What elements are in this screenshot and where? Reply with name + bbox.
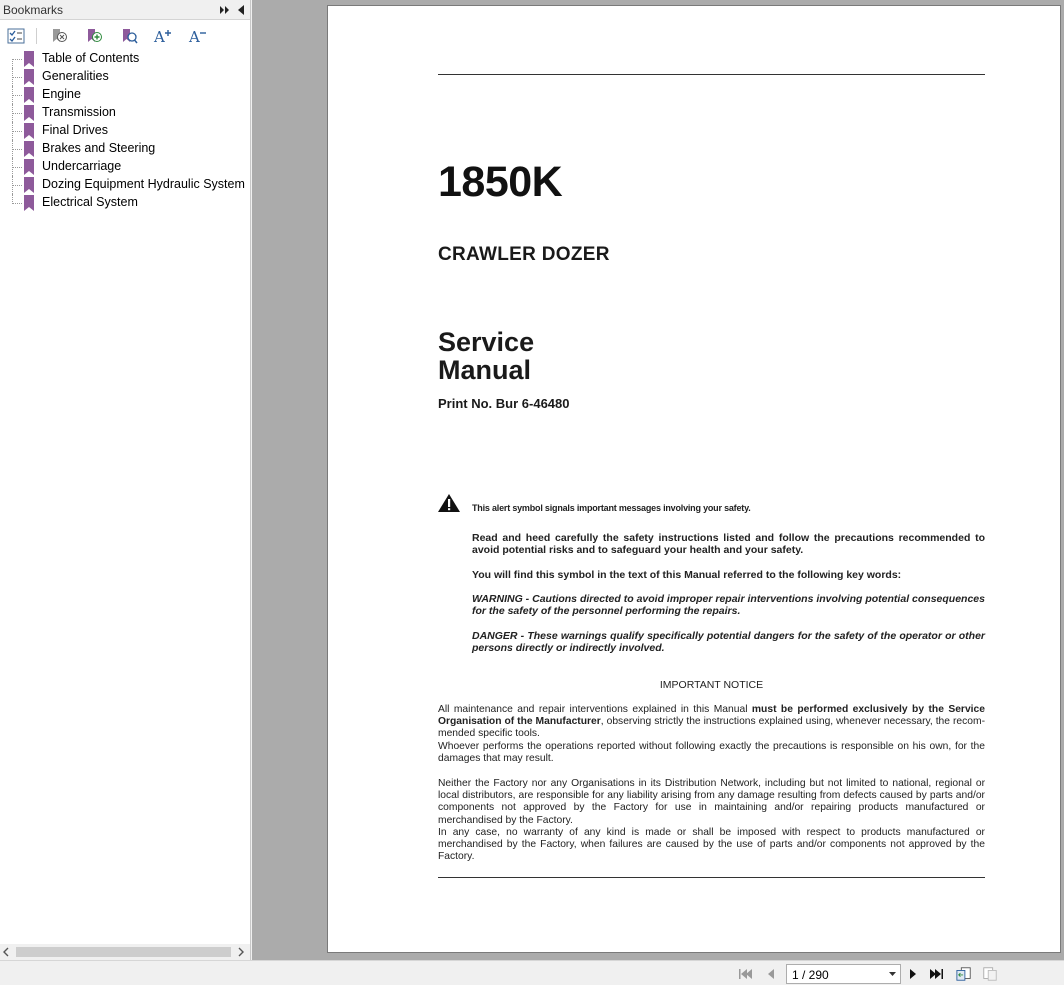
notice-heading: IMPORTANT NOTICE: [659, 679, 764, 691]
previous-view-icon: [956, 966, 972, 982]
machine-type: CRAWLER DOZER: [438, 244, 610, 265]
font-decrease-icon: [188, 27, 208, 45]
page-selector[interactable]: [786, 964, 901, 984]
tree-line: [12, 185, 22, 186]
next-view-button[interactable]: [982, 966, 998, 982]
add-bookmark-button[interactable]: [83, 25, 105, 47]
next-page-button[interactable]: [905, 966, 921, 982]
top-rule: [438, 74, 985, 75]
bookmark-icon: [23, 141, 35, 157]
next-view-icon: [982, 966, 998, 982]
bookmark-tree: [0, 50, 250, 212]
tree-line: [12, 131, 22, 132]
bookmark-icon: [23, 159, 35, 175]
previous-page-button[interactable]: [763, 966, 779, 982]
font-increase-icon: [153, 27, 173, 45]
print-number: Print No. Bur 6-46480: [438, 396, 570, 411]
bookmark-item[interactable]: [0, 86, 250, 104]
bookmark-add-icon: [85, 27, 103, 45]
bookmark-item[interactable]: [0, 50, 250, 68]
warning-triangle-icon: [437, 493, 461, 513]
bookmark-options-button[interactable]: [5, 25, 27, 47]
notice-paragraph: [438, 704, 985, 741]
first-page-button[interactable]: [737, 966, 753, 982]
bookmark-label[interactable]: Table of Contents: [42, 51, 140, 65]
first-page-icon: [737, 967, 753, 981]
bookmark-label[interactable]: Generalities: [42, 69, 109, 83]
bookmark-icon: [23, 69, 35, 85]
bookmark-item[interactable]: [0, 68, 250, 86]
danger-definition: DANGER - These warnings qualify specifically potential dangers for the safety of the operator or other persons directly or indirectly involved.: [472, 630, 985, 654]
scroll-left-icon[interactable]: [2, 947, 10, 957]
tree-line: [12, 77, 22, 78]
bookmark-search-icon: [120, 27, 138, 45]
bookmark-icon: [23, 51, 35, 67]
warranty-paragraph: In any case, no warranty of any kind is made or shall be imposed with respect to products manufactured or merchandised by the Factory, when failures are caused by the use of parts and/or components not approved by the Factory.: [438, 827, 985, 863]
list-options-icon: [7, 28, 25, 44]
bookmark-item[interactable]: [0, 158, 250, 176]
notice-emphasis: must be performed exclusively by the Service Organisation of the Manufacturer: [438, 704, 985, 728]
scrollbar-thumb[interactable]: [16, 947, 231, 957]
bookmark-label[interactable]: Electrical System: [42, 195, 138, 209]
bookmark-item[interactable]: [0, 122, 250, 140]
notice-paragraph: Whoever performs the operations reported without following exactly the precautions is responsible on his own, for the damages that may result.: [438, 741, 985, 765]
scroll-right-icon[interactable]: [237, 947, 245, 957]
toolbar-separator: [36, 28, 37, 44]
bookmark-label[interactable]: Engine: [42, 87, 81, 101]
tree-line: [12, 95, 22, 96]
bookmark-item[interactable]: [0, 104, 250, 122]
notice-text: , observing strictly the instructions explained using, whenever necessary, the recom-mended specific tools.: [438, 716, 986, 740]
bookmark-icon: [23, 177, 35, 193]
disclaimer-paragraph: Neither the Factory nor any Organisations in its Distribution Network, including but not limited to national, regional or local distributors, are responsible for any liability arising from any damage resulting from defects caused by parts and/or components not approved by the Factory for use in maintaining and/or repairing products manufactured or merchandised by the Factory.: [438, 778, 985, 826]
increase-font-button[interactable]: [152, 25, 174, 47]
svg-text:A: A: [189, 28, 200, 45]
bookmark-icon: [23, 87, 35, 103]
chevron-down-icon: [889, 972, 896, 977]
safety-instructions: Read and heed carefully the safety instructions listed and follow the precautions recommended to avoid potential risks and to safeguard your health and your safety.: [472, 532, 985, 556]
bookmarks-panel: [0, 0, 251, 960]
bookmark-delete-icon: [50, 27, 68, 45]
notice-text: All maintenance and repair interventions explained in this Manual: [438, 704, 752, 715]
collapse-panel-icon[interactable]: [236, 3, 246, 17]
keywords-intro: You will find this symbol in the text of this Manual referred to the following key words:: [472, 569, 902, 581]
bookmarks-toolbar: [0, 22, 250, 50]
alert-statement: This alert symbol signals important messages involving your safety.: [472, 503, 751, 513]
tree-line: [12, 59, 13, 68]
tree-line: [12, 113, 22, 114]
warning-definition: WARNING - Cautions directed to avoid improper repair interventions involving potential consequences for the safety of the personnel performing the repairs.: [472, 593, 985, 617]
previous-page-icon: [765, 967, 777, 981]
bookmark-label[interactable]: Final Drives: [42, 123, 108, 137]
bookmark-icon: [23, 105, 35, 121]
bookmark-item[interactable]: [0, 140, 250, 158]
bookmark-icon: [23, 123, 35, 139]
bookmark-item[interactable]: [0, 194, 250, 212]
bookmark-label[interactable]: Undercarriage: [42, 159, 122, 173]
delete-bookmark-button[interactable]: [48, 25, 70, 47]
bottom-rule: [438, 877, 985, 878]
bookmark-item[interactable]: [0, 176, 250, 194]
bookmark-label[interactable]: Dozing Equipment Hydraulic System: [42, 177, 245, 191]
decrease-font-button[interactable]: [187, 25, 209, 47]
svg-text:A: A: [154, 28, 165, 45]
tree-line: [12, 203, 22, 204]
tree-line: [12, 149, 22, 150]
service-heading-line1: Service: [438, 327, 535, 357]
page-navigation-bar: [0, 960, 1064, 985]
tree-line: [12, 59, 22, 60]
document-page: [327, 5, 1061, 953]
bookmark-label[interactable]: Transmission: [42, 105, 116, 119]
last-page-button[interactable]: [929, 966, 945, 982]
model-title: 1850K: [438, 158, 563, 206]
document-viewport[interactable]: [252, 0, 1064, 960]
bookmark-label[interactable]: Brakes and Steering: [42, 141, 156, 155]
horizontal-scrollbar[interactable]: [0, 944, 250, 960]
service-heading-line2: Manual: [438, 355, 532, 385]
bookmarks-header: [0, 0, 250, 20]
bookmark-icon: [23, 195, 35, 211]
tree-line: [12, 167, 22, 168]
next-page-icon: [907, 967, 919, 981]
page-indicator: 1 / 290: [792, 968, 829, 982]
double-chevron-right-icon[interactable]: [219, 3, 231, 17]
previous-view-button[interactable]: [956, 966, 972, 982]
last-page-icon: [929, 967, 945, 981]
find-bookmark-button[interactable]: [118, 25, 140, 47]
bookmarks-title: Bookmarks: [3, 3, 64, 17]
